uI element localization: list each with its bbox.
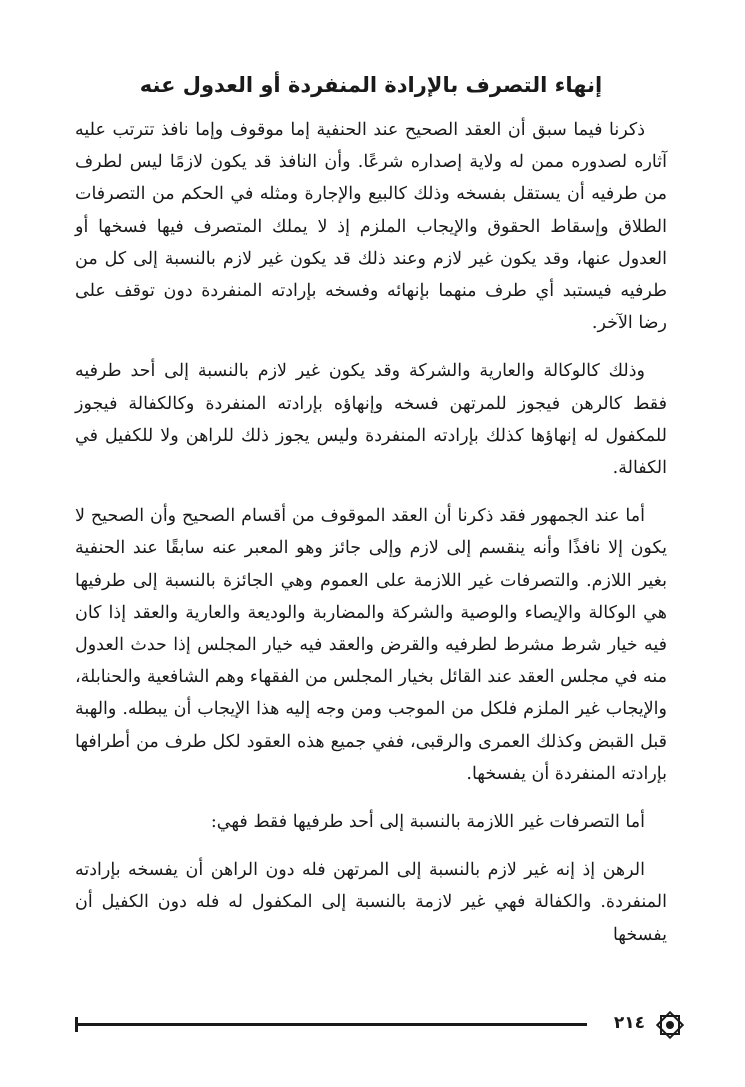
footer-rule-end [75, 1017, 78, 1032]
paragraph-4: أما التصرفات غير اللازمة بالنسبة إلى أحد طرفيها فقط فهي: [210, 812, 645, 833]
section-title: إنهاء التصرف بالإرادة المنفردة أو العدول عنه [139, 73, 603, 97]
footer-rule [75, 1023, 587, 1026]
page-footer [75, 1010, 675, 1040]
paragraph-2: وذلك كالوكالة والعارية والشركة وقد يكون غير لازم بالنسبة إلى أحد طرفيه فقط كالرهن فيجوز للمرتهن فسخه وإنهاؤه بإرادته المنفردة وكالكفالة فيجوز للمكفول له إنهاؤها كذلك بإرادته المنفردة وليس يجوز ذلك للراهن ولا للكفيل في الكفالة. [75, 361, 667, 479]
paragraph-5: الرهن إذ إنه غير لازم بالنسبة إلى المرتهن فله دون الراهن أن يفسخه بإرادته المنفردة. والكفالة فهي غير لازمة بالنسبة إلى المكفول له فله دون الكفيل أن يفسخها [75, 860, 667, 945]
page-number: ٢١٤ [613, 1013, 645, 1033]
paragraph-1: ذكرنا فيما سبق أن العقد الصحيح عند الحنفية إما موقوف وإما نافذ تترتب عليه آثاره لصدوره ممن له ولاية إصداره شرعًا. وأن النافذ قد يكون لازمًا ليس لطرف من طرفيه أن يستقل بفسخه وذلك كالبيع والإجارة ومثله في الحكم من التصرفات الطلاق وإسقاط الحقوق والإيجاب الملزم إذ لا يملك المتصرف فيها فسخها أو العدول عنها، وقد يكون غير لازم وعند ذلك قد يكون غير لازم بالنسبة إلى كل من طرفيه فيستبد أي طرف منهما بإنهائه وفسخه بإرادته المنفردة دون توقف على رضا الآخر. [75, 120, 667, 334]
paragraph-3: أما عند الجمهور فقد ذكرنا أن العقد الموقوف من أقسام الصحيح وأن الصحيح لا يكون إلا نافذًا وأنه ينقسم إلى لازم وإلى جائز وهو المعبر عنه سابقًا عند الحنفية بغير اللازم. والتصرفات غير اللازمة على العموم وهي الجائزة بالنسبة إلى طرفيها هي الوكالة والإيصاء والوصية والشركة والمضاربة والوديعة والعارية والعقد إذا كان فيه خيار شرط مشرط لطرفيه والقرض والعقد فيه خيار المجلس إذا حدث العدول منه في مجلس العقد عند القائل بخيار المجلس من الفقهاء وهم الشافعية والحنابلة، والإيجاب غير الملزم فلكل من الموجب ومن وجه إليه هذا الإيجاب أن يبطله. والهبة قبل القبض وكذلك العمرى والرقبى، ففي جميع هذه العقود لكل طرف من أطرافها بإرادته المنفردة أن يفسخها. [75, 506, 667, 784]
octagram-ornament-icon [655, 1010, 685, 1040]
page-body [75, 60, 667, 967]
